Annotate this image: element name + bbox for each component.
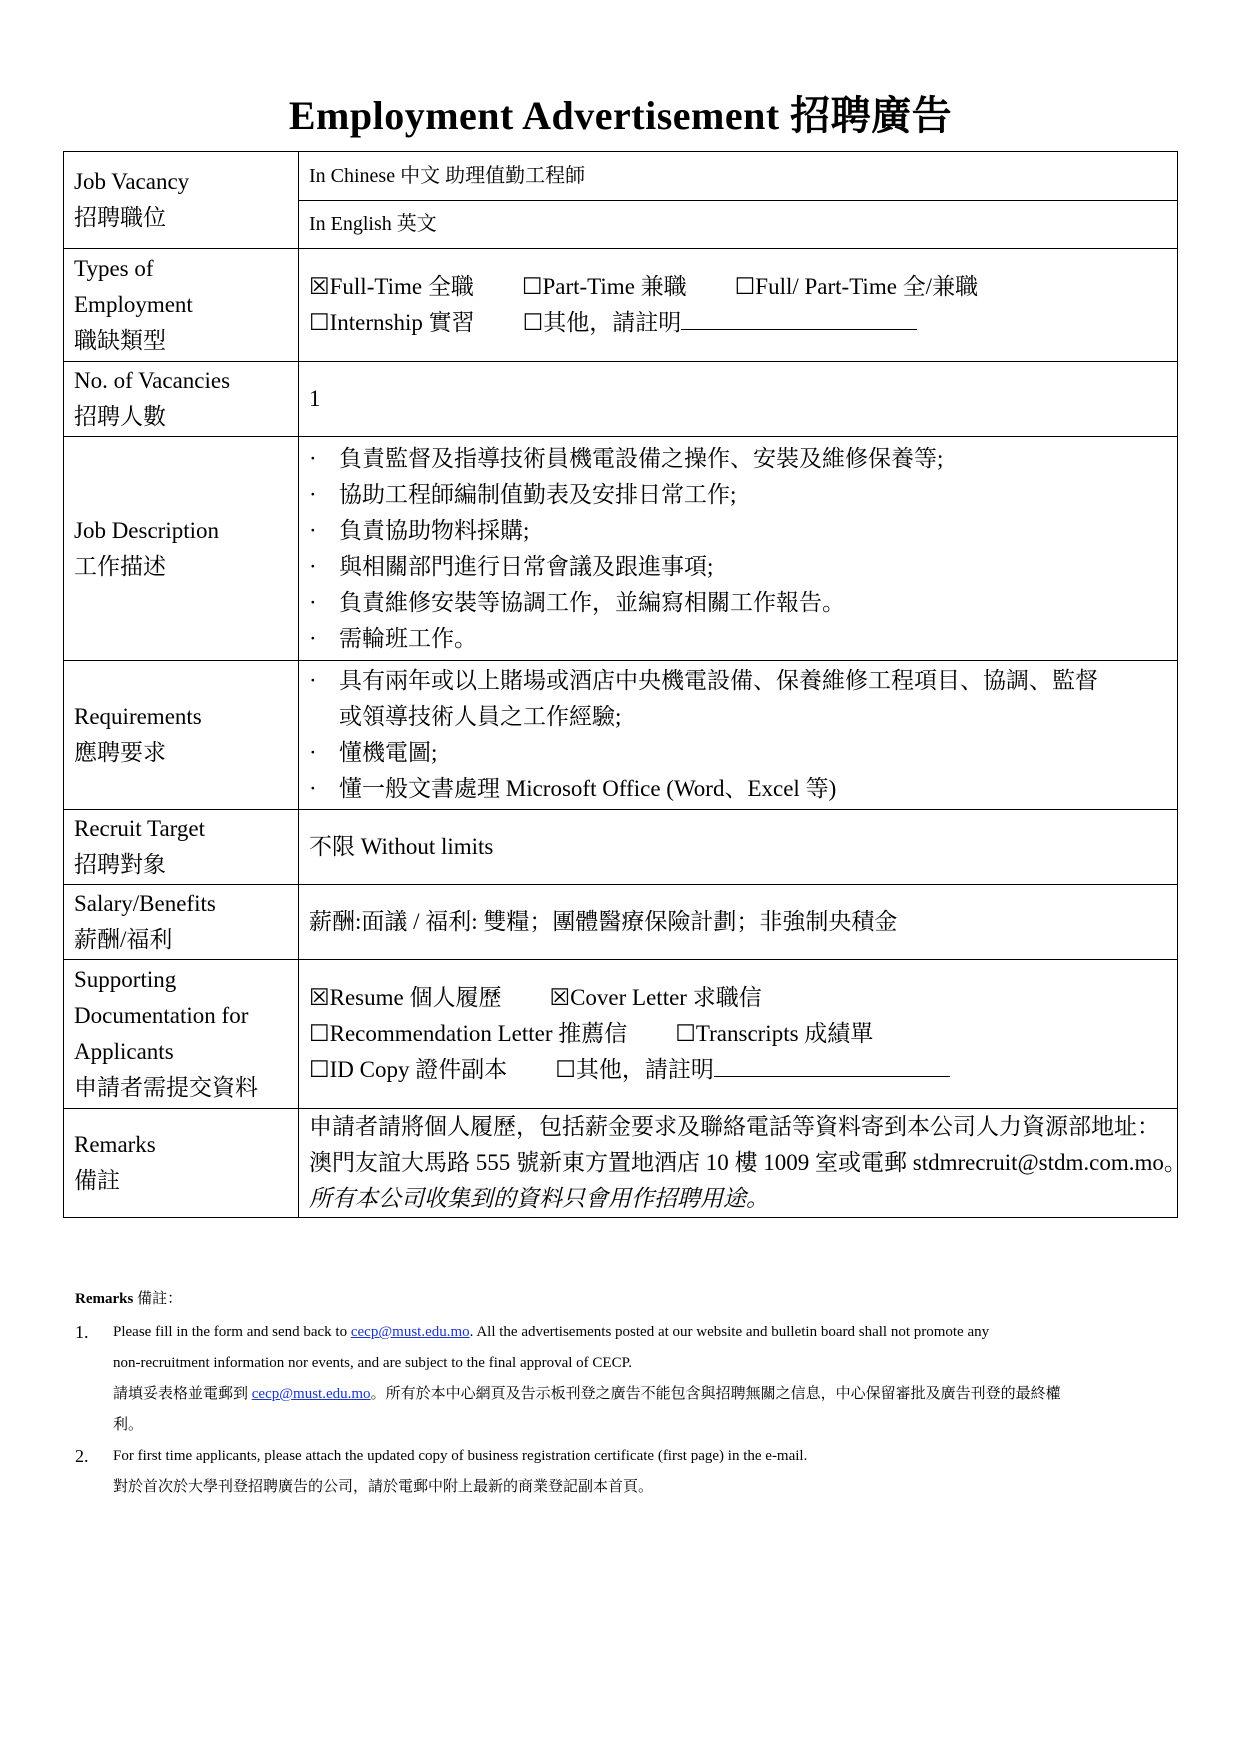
job-description-label: Job Description 工作描述	[64, 437, 299, 661]
vacancies-label: No. of Vacancies 招聘人數	[64, 362, 299, 437]
row-vacancies	[64, 362, 1178, 437]
checkbox-internship[interactable]: ☐Internship 實習	[309, 310, 475, 335]
email-link-zh[interactable]: cecp@must.edu.mo	[251, 1386, 371, 1402]
row-salary	[64, 885, 1178, 960]
list-item: · 負責維修安裝等協調工作，並編寫相關工作報告。	[309, 589, 845, 615]
other-document-blank[interactable]	[714, 1054, 950, 1077]
checkbox-cover-letter[interactable]: ☒Cover Letter 求職信	[549, 985, 762, 1010]
list-item: · 負責協助物料採購;	[309, 517, 530, 543]
checkbox-other-document[interactable]: ☐其他，請註明	[555, 1057, 714, 1082]
job-vacancy-label: Job Vacancy 招聘職位	[64, 152, 299, 249]
salary-label: Salary/Benefits 薪酬/福利	[64, 885, 299, 960]
job-title-english: In English 英文	[299, 200, 1178, 249]
remarks-label: Remarks 備註	[64, 1109, 299, 1218]
documents-options	[299, 960, 1178, 1109]
requirements-list	[299, 661, 1178, 810]
recruit-target-value: 不限 Without limits	[299, 810, 1178, 885]
checkbox-full-time[interactable]: ☒Full-Time 全職	[309, 274, 474, 299]
page-title: Employment Advertisement 招聘廣告	[288, 93, 953, 138]
employment-form-table	[63, 151, 1187, 1218]
notes-header: Remarks 備註：	[75, 1291, 183, 1307]
email-link[interactable]: cecp@must.edu.mo	[350, 1324, 470, 1340]
row-employment-type	[64, 249, 1178, 362]
employment-type-label: Types of Employment 職缺類型	[64, 249, 299, 362]
row-remarks	[64, 1109, 1178, 1218]
list-item: · 負責監督及指導技術員機電設備之操作、安裝及維修保養等;	[309, 445, 944, 471]
other-type-blank[interactable]	[681, 307, 917, 330]
list-item: · 具有兩年或以上賭場或酒店中央機電設備、保養維修工程項目、協調、監督	[309, 668, 1098, 693]
checkbox-recommendation[interactable]: ☐Recommendation Letter 推薦信	[309, 1021, 628, 1046]
job-description-list	[299, 437, 1178, 661]
recruit-target-label: Recruit Target 招聘對象	[64, 810, 299, 885]
checkbox-full-part-time[interactable]: ☐Full/ Part-Time 全/兼職	[734, 274, 979, 299]
checkbox-other-type[interactable]: ☐其他，請註明	[522, 310, 682, 335]
row-requirements	[64, 661, 1178, 810]
vacancies-value: 1	[299, 362, 1178, 437]
checkbox-part-time[interactable]: ☐Part-Time 兼職	[521, 274, 687, 299]
list-item: · 協助工程師編制值勤表及安排日常工作;	[309, 481, 737, 507]
row-documents	[64, 960, 1178, 1109]
list-item: · 與相關部門進行日常會議及跟進事項;	[309, 553, 714, 579]
note-item-2: 2. For first time applicants, please attach the updated copy of business registration certificate (first page) in the e-mail. 對於首次於大學刊登招聘廣告的公司，請於電郵中附上最新的商業登記副本首頁。	[75, 1446, 808, 1495]
list-item: · 懂一般文書處理 Microsoft Office (Word、Excel 等)	[309, 776, 837, 801]
row-recruit-target	[64, 810, 1178, 885]
remarks-text: 申請者請將個人履歷，包括薪金要求及聯絡電話等資料寄到本公司人力資源部地址： 澳門友誼大馬路 555 號新東方置地酒店 10 樓 1009 室或電郵 stdmrecruit@stdm.com.mo。 所有本公司收集到的資料只會用作招聘用途。	[299, 1109, 1178, 1218]
list-item: · 需輪班工作。	[309, 625, 477, 651]
list-item: · 懂機電圖;	[309, 740, 438, 765]
row-job-vacancy	[64, 152, 1178, 201]
row-job-description	[64, 437, 1178, 661]
job-title-chinese: In Chinese 中文 助理值勤工程師	[299, 152, 1178, 201]
requirements-label: Requirements 應聘要求	[64, 661, 299, 810]
list-item-continued: 或領導技術人員之工作經驗;	[339, 704, 622, 729]
checkbox-transcripts[interactable]: ☐Transcripts 成績單	[675, 1021, 874, 1046]
note-item-1: 1. Please fill in the form and send back to cecp@must.edu.mo. All the advertisements posted at our website and bulletin board shall not promote any non-recruitment information nor events, and are subject to the final approval of CECP. 請填妥表格並電郵到 cecp@must.edu.mo。所有於本中心網頁及告示板刊登之廣告不能包含與招聘無關之信息，中心保留審批及廣告刊登的最終權 利。	[75, 1322, 1061, 1433]
employment-type-options	[299, 249, 1178, 362]
documents-label: Supporting Documentation for Applicants 申請者需提交資料	[64, 960, 299, 1109]
footer-notes	[75, 1284, 1185, 1503]
checkbox-id-copy[interactable]: ☐ID Copy 證件副本	[309, 1057, 508, 1082]
checkbox-resume[interactable]: ☒Resume 個人履歷	[309, 985, 502, 1010]
salary-value: 薪酬:面議 / 福利: 雙糧；團體醫療保險計劃；非強制央積金	[299, 885, 1178, 960]
